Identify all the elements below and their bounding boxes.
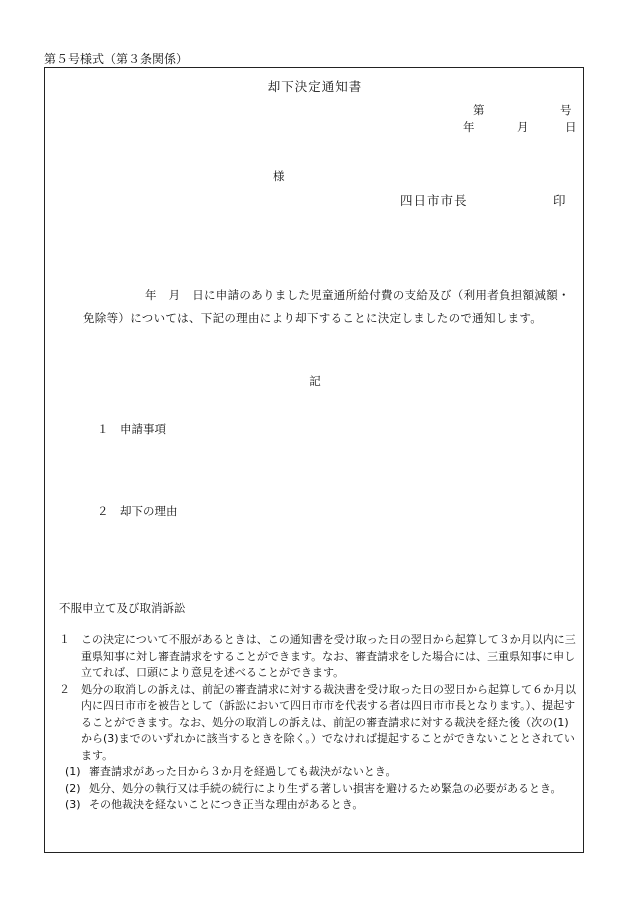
sub-note-text: 審査請求があった日から３か月を経過しても裁決がないとき。 bbox=[89, 765, 397, 778]
date-day: 日 bbox=[565, 120, 577, 134]
appeal-notes bbox=[59, 632, 579, 814]
number-suffix: 号 bbox=[560, 103, 572, 117]
sub-note-mark: (3) bbox=[65, 798, 81, 811]
sub-note-text: 処分、処分の執行又は手続の続行により生ずる著しい損害を避けるため緊急の必要があるとき。 bbox=[89, 781, 562, 795]
note-mark: ２ bbox=[59, 682, 70, 696]
sub-note-row bbox=[59, 764, 579, 781]
item-application: １ 申請事項 bbox=[97, 422, 166, 436]
note-mark: １ bbox=[59, 633, 70, 646]
notice-body bbox=[83, 284, 579, 329]
note-text: この決定について不服があるときは、この通知書を受け取った日の翌日から起算して３か月以内に三重県知事に対し審査請求をすることができます。なお、審査請求をした場合には、三重県知事に申し立てれば、口頭により意見を述べることができます。 bbox=[81, 633, 576, 679]
issuer-name: 四日市市長 bbox=[400, 193, 468, 208]
note-row bbox=[59, 682, 579, 765]
notice-frame bbox=[44, 67, 584, 853]
sub-note-text: その他裁決を経ないことにつき正当な理由があるとき。 bbox=[89, 798, 364, 811]
seal-mark: 印 bbox=[553, 193, 566, 208]
sub-note-row bbox=[59, 781, 579, 798]
date-year: 年 bbox=[463, 120, 475, 134]
addressee-suffix: 様 bbox=[273, 169, 285, 183]
appeal-title: 不服申立て及び取消訴訟 bbox=[59, 601, 186, 615]
sub-note-row bbox=[59, 797, 579, 814]
form-label: 第５号様式（第３条関係） bbox=[44, 52, 189, 66]
sub-note-mark: (1) bbox=[65, 765, 81, 778]
sub-note-mark: (2) bbox=[65, 781, 81, 795]
ki-heading: 記 bbox=[309, 374, 321, 388]
note-row bbox=[59, 632, 579, 682]
number-prefix: 第 bbox=[473, 103, 485, 117]
note-text: 処分の取消しの訴えは、前記の審査請求に対する裁決書を受け取った日の翌日から起算して６か月以内に四日市市を被告として（訴訟において四日市市を代表する者は四日市市長となります。）、提起することができます。なお、処分の取消しの訴えは、前記の審査請求に対する裁決を経た後（次の(1)から(3)までのいずれかに該当するときを除く。）でなければ提起することができないこととされています。 bbox=[81, 682, 576, 762]
body-lead: 年 月 日に申請のありました児童通所給付費の支給及び（利用者負担額減額・免除等）については、下記の理由により却下することに決定しましたので通知します。 bbox=[83, 288, 570, 325]
date-month: 月 bbox=[517, 120, 529, 134]
document-title: 却下決定通知書 bbox=[267, 79, 363, 94]
item-reason: ２ 却下の理由 bbox=[97, 504, 178, 518]
